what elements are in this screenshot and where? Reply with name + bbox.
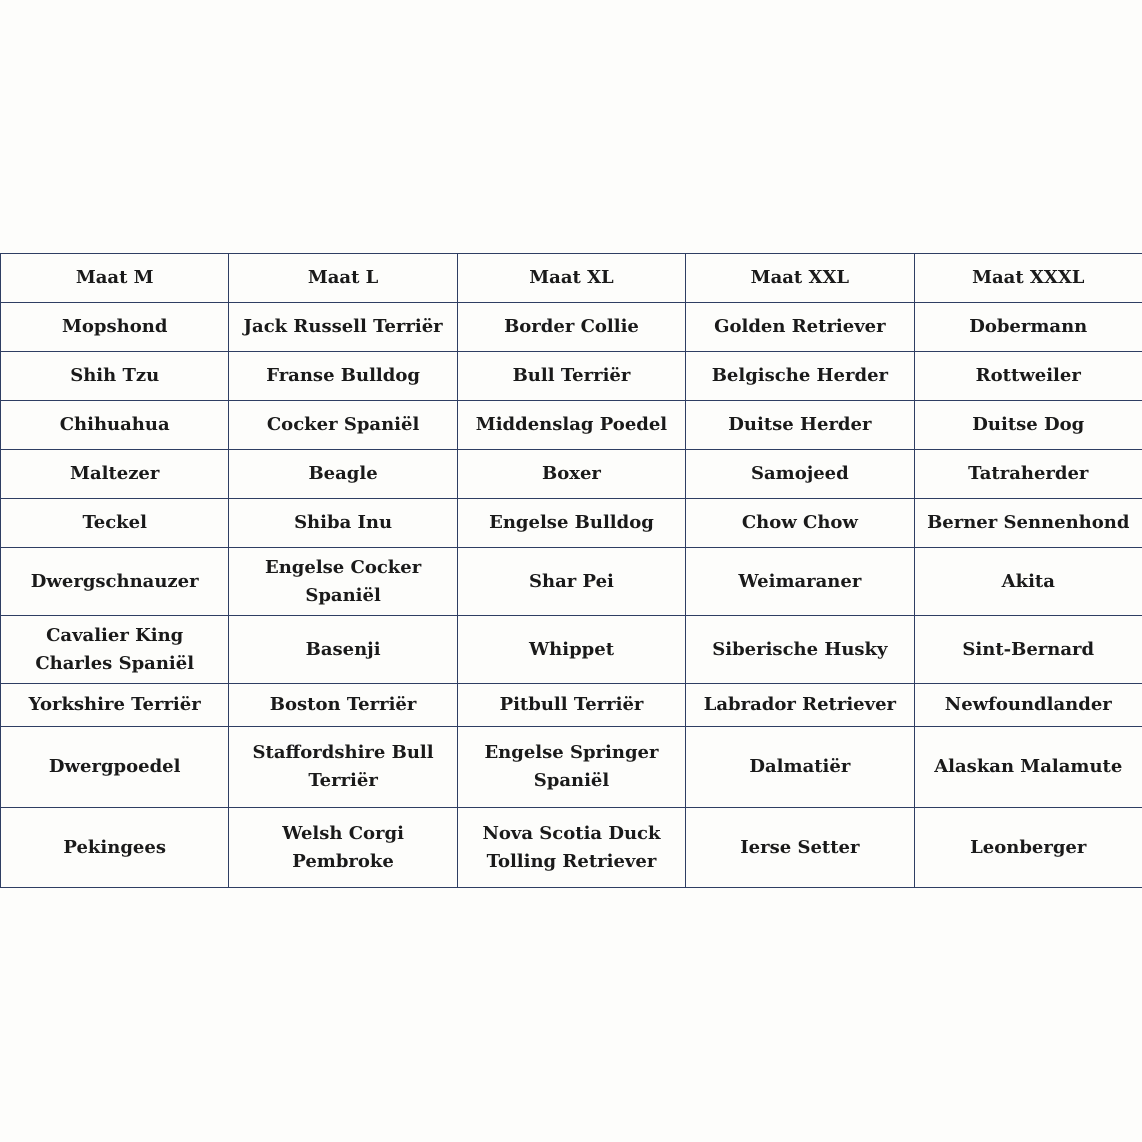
table-cell: Belgische Herder <box>686 352 914 401</box>
table-cell: Teckel <box>1 499 229 548</box>
table-cell: Dwergschnauzer <box>1 548 229 616</box>
table-cell: Chow Chow <box>686 499 914 548</box>
table-cell: Leonberger <box>914 808 1142 888</box>
table-cell: Welsh Corgi Pembroke <box>229 808 457 888</box>
table-cell: Yorkshire Terriër <box>1 684 229 727</box>
table-cell: Berner Sennenhond <box>914 499 1142 548</box>
table-cell: Tatraherder <box>914 450 1142 499</box>
header-cell-maat-xl: Maat XL <box>457 254 685 303</box>
table-cell: Border Collie <box>457 303 685 352</box>
table-row <box>1 548 1142 616</box>
table-cell: Akita <box>914 548 1142 616</box>
table-cell: Dobermann <box>914 303 1142 352</box>
table-cell: Cavalier King Charles Spaniël <box>1 616 229 684</box>
table-cell: Franse Bulldog <box>229 352 457 401</box>
table-cell: Newfoundlander <box>914 684 1142 727</box>
table-cell: Duitse Dog <box>914 401 1142 450</box>
table-cell: Boston Terriër <box>229 684 457 727</box>
table-cell: Shiba Inu <box>229 499 457 548</box>
table-cell: Boxer <box>457 450 685 499</box>
table-cell: Cocker Spaniël <box>229 401 457 450</box>
table-row <box>1 303 1142 352</box>
table-cell: Rottweiler <box>914 352 1142 401</box>
header-cell-maat-m: Maat M <box>1 254 229 303</box>
dog-size-table <box>0 253 1142 888</box>
table-cell: Siberische Husky <box>686 616 914 684</box>
table-cell: Pekingees <box>1 808 229 888</box>
table-row <box>1 808 1142 888</box>
table-cell: Ierse Setter <box>686 808 914 888</box>
table-cell: Pitbull Terriër <box>457 684 685 727</box>
table-cell: Engelse Bulldog <box>457 499 685 548</box>
table-cell: Dalmatiër <box>686 727 914 808</box>
table-cell: Alaskan Malamute <box>914 727 1142 808</box>
table-cell: Engelse Springer Spaniël <box>457 727 685 808</box>
table-cell: Engelse Cocker Spaniël <box>229 548 457 616</box>
table-row <box>1 450 1142 499</box>
table-cell: Chihuahua <box>1 401 229 450</box>
table-row <box>1 727 1142 808</box>
table-cell: Mopshond <box>1 303 229 352</box>
table-cell: Bull Terriër <box>457 352 685 401</box>
table-cell: Labrador Retriever <box>686 684 914 727</box>
table-cell: Nova Scotia Duck Tolling Retriever <box>457 808 685 888</box>
header-cell-maat-l: Maat L <box>229 254 457 303</box>
table-cell: Golden Retriever <box>686 303 914 352</box>
table-cell: Shar Pei <box>457 548 685 616</box>
table-cell: Duitse Herder <box>686 401 914 450</box>
table-cell: Shih Tzu <box>1 352 229 401</box>
table-row <box>1 352 1142 401</box>
table-cell: Staffordshire Bull Terriër <box>229 727 457 808</box>
table-cell: Jack Russell Terriër <box>229 303 457 352</box>
table-cell: Samojeed <box>686 450 914 499</box>
table-row <box>1 499 1142 548</box>
header-cell-maat-xxxl: Maat XXXL <box>914 254 1142 303</box>
table-cell: Beagle <box>229 450 457 499</box>
table-row <box>1 616 1142 684</box>
header-row <box>1 254 1142 303</box>
table-cell: Weimaraner <box>686 548 914 616</box>
table-cell: Maltezer <box>1 450 229 499</box>
table-row <box>1 684 1142 727</box>
table-cell: Whippet <box>457 616 685 684</box>
table-cell: Basenji <box>229 616 457 684</box>
header-cell-maat-xxl: Maat XXL <box>686 254 914 303</box>
table-cell: Dwergpoedel <box>1 727 229 808</box>
table-cell: Sint-Bernard <box>914 616 1142 684</box>
table-cell: Middenslag Poedel <box>457 401 685 450</box>
table-row <box>1 401 1142 450</box>
